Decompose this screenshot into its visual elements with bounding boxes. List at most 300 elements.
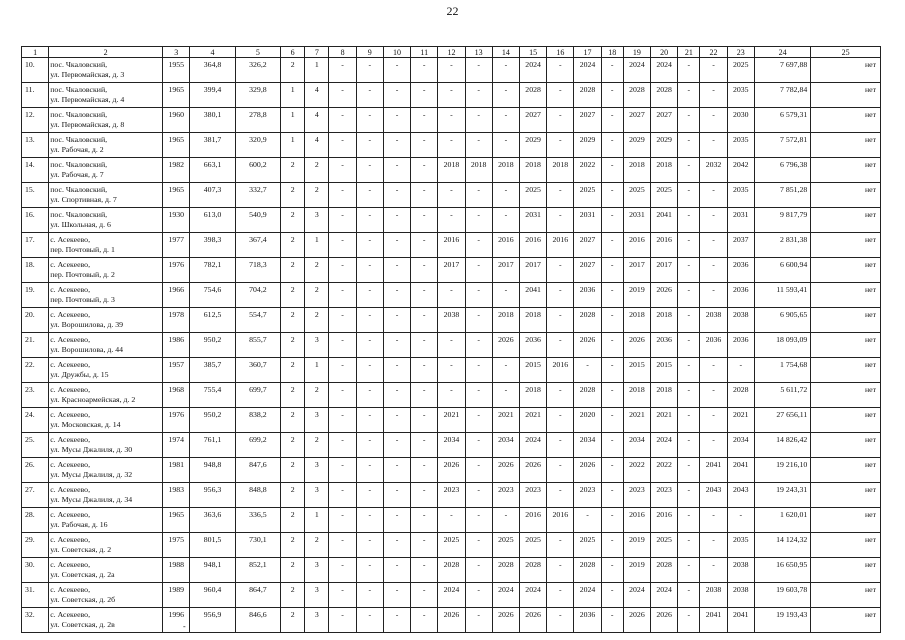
table-cell: - — [601, 258, 623, 283]
table-cell: 2026 — [438, 458, 465, 483]
table-cell: - — [411, 333, 438, 358]
row-number-cell: 32. — [22, 608, 49, 633]
table-cell: - — [356, 308, 383, 333]
table-cell: - — [465, 608, 492, 633]
table-cell: 2025 — [574, 533, 601, 558]
table-cell: - — [329, 433, 356, 458]
table-cell: - — [329, 533, 356, 558]
table-cell: 1974 — [163, 433, 190, 458]
table-cell: 2018 — [623, 383, 650, 408]
table-cell: - — [700, 283, 727, 308]
table-cell: 2 — [281, 258, 305, 283]
status-cell: нет — [811, 408, 881, 433]
row-number-cell: 27. — [22, 483, 49, 508]
table-cell: 2021 — [492, 408, 519, 433]
row-number-cell: 18. — [22, 258, 49, 283]
table-cell: 2027 — [519, 108, 546, 133]
table-cell: 847,6 — [235, 458, 280, 483]
table-cell: 1976 — [163, 408, 190, 433]
row-number-cell: 16. — [22, 208, 49, 233]
address-cell: пос. Чкаловский, ул. Школьная, д. 6 — [49, 208, 163, 233]
table-row — [22, 58, 881, 83]
table-cell: 855,7 — [235, 333, 280, 358]
table-cell: - — [411, 283, 438, 308]
table-row — [22, 308, 881, 333]
table-cell: - — [547, 433, 574, 458]
table-cell: - — [700, 383, 727, 408]
address-cell: с. Асекеево, ул. Дружбы, д. 15 — [49, 358, 163, 383]
column-header: 9 — [356, 47, 383, 58]
table-cell: 2024 — [492, 583, 519, 608]
table-cell: 2018 — [519, 158, 546, 183]
table-cell: - — [356, 558, 383, 583]
table-cell: 2018 — [438, 158, 465, 183]
table-cell: - — [411, 233, 438, 258]
table-cell: 2028 — [574, 83, 601, 108]
table-cell: 960,4 — [190, 583, 235, 608]
table-cell: - — [678, 308, 700, 333]
status-cell: нет — [811, 508, 881, 533]
table-cell: 2028 — [623, 83, 650, 108]
table-cell: 2025 — [519, 533, 546, 558]
amount-cell: 7 572,81 — [754, 133, 810, 158]
table-cell: 2038 — [727, 558, 754, 583]
table-cell: - — [356, 358, 383, 383]
status-cell: нет — [811, 533, 881, 558]
table-cell: 2024 — [651, 583, 678, 608]
table-cell: 320,9 — [235, 133, 280, 158]
table-cell: 2026 — [492, 458, 519, 483]
table-cell: - — [601, 158, 623, 183]
table-cell: 399,4 — [190, 83, 235, 108]
table-cell: - — [547, 183, 574, 208]
table-cell: - — [329, 58, 356, 83]
table-cell: - — [465, 358, 492, 383]
table-cell: 2026 — [519, 458, 546, 483]
table-cell: 2 — [281, 283, 305, 308]
table-cell: 1 — [281, 108, 305, 133]
table-cell: - — [383, 83, 410, 108]
address-cell: с. Асекеево, ул. Мусы Джалиля, д. 30 — [49, 433, 163, 458]
table-cell: - — [601, 558, 623, 583]
table-cell: - — [492, 183, 519, 208]
table-cell: 1976 — [163, 258, 190, 283]
table-cell: 950,2 — [190, 333, 235, 358]
column-header: 10 — [383, 47, 410, 58]
table-cell: 950,2 — [190, 408, 235, 433]
column-header: 1 — [22, 47, 49, 58]
table-cell: 2027 — [623, 108, 650, 133]
table-cell: 2 — [281, 483, 305, 508]
table-cell: 2023 — [492, 483, 519, 508]
address-cell: с. Асекеево, ул. Рабочая, д. 16 — [49, 508, 163, 533]
table-cell: - — [383, 408, 410, 433]
table-cell: - — [329, 483, 356, 508]
table-cell: - — [678, 58, 700, 83]
table-cell: 2028 — [651, 83, 678, 108]
table-cell: 2038 — [727, 308, 754, 333]
table-cell: 613,0 — [190, 208, 235, 233]
table-cell: 2018 — [651, 383, 678, 408]
table-cell: 2036 — [574, 283, 601, 308]
table-cell: 278,8 — [235, 108, 280, 133]
amount-cell: 11 593,41 — [754, 283, 810, 308]
table-cell: - — [700, 508, 727, 533]
table-cell: - — [356, 458, 383, 483]
amount-cell: 16 650,95 — [754, 558, 810, 583]
table-cell: 1968 — [163, 383, 190, 408]
table-cell: - — [547, 583, 574, 608]
amount-cell: 7 782,84 — [754, 83, 810, 108]
table-cell: 3 — [305, 558, 329, 583]
status-cell: нет — [811, 333, 881, 358]
table-cell: 2025 — [574, 183, 601, 208]
column-header: 21 — [678, 47, 700, 58]
column-header: 3 — [163, 47, 190, 58]
table-cell: - — [329, 608, 356, 633]
table-cell: 730,1 — [235, 533, 280, 558]
row-number-cell: 28. — [22, 508, 49, 533]
address-cell: с. Асекеево, ул. Мусы Джалиля, д. 32 — [49, 458, 163, 483]
table-cell: 2038 — [727, 583, 754, 608]
table-cell: - — [601, 283, 623, 308]
table-cell: 2025 — [651, 533, 678, 558]
column-header: 8 — [329, 47, 356, 58]
table-cell: - — [700, 358, 727, 383]
table-cell: 1930 — [163, 208, 190, 233]
table-cell: 1966 — [163, 283, 190, 308]
table-cell: 2034 — [623, 433, 650, 458]
column-header: 5 — [235, 47, 280, 58]
table-cell: 699,7 — [235, 383, 280, 408]
table-cell: 1996 — [163, 608, 190, 633]
table-row — [22, 233, 881, 258]
table-cell: - — [465, 433, 492, 458]
table-cell: 2038 — [438, 308, 465, 333]
table-cell: 2024 — [519, 433, 546, 458]
table-cell: - — [574, 358, 601, 383]
table-row — [22, 83, 881, 108]
table-cell: - — [492, 58, 519, 83]
amount-cell: 5 611,72 — [754, 383, 810, 408]
table-cell: - — [411, 258, 438, 283]
table-cell: 2031 — [519, 208, 546, 233]
table-cell: 2018 — [623, 308, 650, 333]
amount-cell: 19 193,43 — [754, 608, 810, 633]
address-cell: пос. Чкаловский, ул. Спортивная, д. 7 — [49, 183, 163, 208]
table-cell: - — [383, 608, 410, 633]
table-cell: 1981 — [163, 458, 190, 483]
table-cell: - — [438, 183, 465, 208]
table-cell: 2015 — [519, 358, 546, 383]
page-number: 22 — [446, 4, 459, 18]
table-cell: - — [438, 133, 465, 158]
table-cell: 718,3 — [235, 258, 280, 283]
table-cell: 2021 — [519, 408, 546, 433]
table-cell: 2041 — [700, 608, 727, 633]
table-cell: 2035 — [727, 133, 754, 158]
table-cell: - — [678, 333, 700, 358]
table-cell: 2028 — [519, 83, 546, 108]
table-cell: 407,3 — [190, 183, 235, 208]
table-cell: - — [547, 483, 574, 508]
table-cell: 2022 — [574, 158, 601, 183]
table-cell: 3 — [305, 208, 329, 233]
table-cell: 2021 — [651, 408, 678, 433]
row-number-cell: 15. — [22, 183, 49, 208]
table-cell: - — [411, 133, 438, 158]
table-cell: 2 — [281, 583, 305, 608]
table-cell: - — [356, 58, 383, 83]
table-cell: - — [383, 283, 410, 308]
table-cell: - — [383, 508, 410, 533]
table-cell: - — [411, 358, 438, 383]
table-cell: - — [411, 433, 438, 458]
row-number-cell: 23. — [22, 383, 49, 408]
table-cell: 2029 — [519, 133, 546, 158]
table-cell: 2036 — [651, 333, 678, 358]
table-cell: - — [492, 383, 519, 408]
table-cell: - — [547, 208, 574, 233]
table-cell: - — [678, 233, 700, 258]
table-cell: - — [465, 133, 492, 158]
table-cell: - — [547, 533, 574, 558]
table-cell: - — [678, 383, 700, 408]
status-cell: нет — [811, 83, 881, 108]
column-header: 6 — [281, 47, 305, 58]
table-cell: 2043 — [727, 483, 754, 508]
table-cell: 2022 — [623, 458, 650, 483]
table-cell: 332,7 — [235, 183, 280, 208]
table-cell: - — [678, 408, 700, 433]
table-cell: 2018 — [519, 383, 546, 408]
table-cell: - — [678, 83, 700, 108]
table-cell: 2028 — [727, 383, 754, 408]
table-cell: - — [411, 608, 438, 633]
table-cell: - — [700, 433, 727, 458]
table-cell: - — [329, 158, 356, 183]
table-cell: - — [465, 233, 492, 258]
table-cell: - — [329, 458, 356, 483]
table-cell: - — [383, 208, 410, 233]
table-cell: 385,7 — [190, 358, 235, 383]
column-header: 14 — [492, 47, 519, 58]
table-cell: 2034 — [574, 433, 601, 458]
table-cell: 1989 — [163, 583, 190, 608]
amount-cell: 1 620,01 — [754, 508, 810, 533]
status-cell: нет — [811, 358, 881, 383]
table-cell: 600,2 — [235, 158, 280, 183]
column-header: 15 — [519, 47, 546, 58]
table-cell: 2 — [281, 183, 305, 208]
table-cell: - — [601, 533, 623, 558]
table-cell: - — [438, 508, 465, 533]
row-number-cell: 21. — [22, 333, 49, 358]
table-cell: - — [574, 508, 601, 533]
address-cell: с. Асекеево, ул. Московская, д. 14 — [49, 408, 163, 433]
table-cell: 2016 — [651, 233, 678, 258]
table-cell: 2 — [305, 283, 329, 308]
table-cell: - — [700, 58, 727, 83]
table-cell: 2035 — [727, 83, 754, 108]
amount-cell: 9 817,79 — [754, 208, 810, 233]
table-cell: 2016 — [623, 508, 650, 533]
table-cell: 838,2 — [235, 408, 280, 433]
table-cell: - — [383, 58, 410, 83]
table-cell: 3 — [305, 583, 329, 608]
table-cell: - — [700, 558, 727, 583]
table-cell: 2017 — [492, 258, 519, 283]
row-number-cell: 26. — [22, 458, 49, 483]
address-cell: пос. Чкаловский, ул. Рабочая, д. 2 — [49, 133, 163, 158]
table-cell: 2031 — [574, 208, 601, 233]
table-cell: - — [465, 308, 492, 333]
table-cell: - — [465, 458, 492, 483]
table-cell: 2026 — [651, 608, 678, 633]
table-cell: 4 — [305, 108, 329, 133]
table-cell: 948,1 — [190, 558, 235, 583]
table-cell: 1 — [305, 508, 329, 533]
table-cell: 1965 — [163, 508, 190, 533]
table-cell: 2025 — [651, 183, 678, 208]
table-cell: 2029 — [574, 133, 601, 158]
status-cell: нет — [811, 58, 881, 83]
table-cell: - — [383, 433, 410, 458]
table-cell: 1975 — [163, 533, 190, 558]
table-cell: 2018 — [465, 158, 492, 183]
table-cell: 2 — [281, 233, 305, 258]
table-cell: 755,4 — [190, 383, 235, 408]
table-row — [22, 408, 881, 433]
table-cell: - — [700, 258, 727, 283]
table-cell: - — [383, 558, 410, 583]
table-cell: - — [678, 183, 700, 208]
table-cell: - — [465, 183, 492, 208]
table-cell: 2024 — [623, 583, 650, 608]
table-cell: - — [438, 58, 465, 83]
status-cell: нет — [811, 308, 881, 333]
table-cell: - — [492, 108, 519, 133]
table-cell: 2041 — [727, 458, 754, 483]
address-cell: пос. Чкаловский, ул. Первомайская, д. 4 — [49, 83, 163, 108]
table-cell: 2026 — [623, 333, 650, 358]
table-cell: - — [329, 133, 356, 158]
table-cell: - — [329, 83, 356, 108]
table-cell: 2018 — [519, 308, 546, 333]
row-number-cell: 20. — [22, 308, 49, 333]
table-cell: - — [356, 158, 383, 183]
column-header: 13 — [465, 47, 492, 58]
table-cell: - — [700, 183, 727, 208]
table-cell: 2028 — [492, 558, 519, 583]
table-cell: 2 — [305, 258, 329, 283]
table-cell: - — [601, 108, 623, 133]
table-cell: - — [383, 233, 410, 258]
table-cell: 1 — [305, 358, 329, 383]
table-row — [22, 608, 881, 633]
address-cell: с. Асекеево, ул. Советская, д. 2в — [49, 608, 163, 633]
table-cell: 3 — [305, 483, 329, 508]
table-cell: 2041 — [519, 283, 546, 308]
table-cell: 2028 — [574, 383, 601, 408]
table-cell: 2016 — [547, 358, 574, 383]
table-row — [22, 158, 881, 183]
table-row — [22, 258, 881, 283]
table-cell: - — [329, 108, 356, 133]
table-cell: 2025 — [492, 533, 519, 558]
column-header: 17 — [574, 47, 601, 58]
table-cell: 2022 — [651, 458, 678, 483]
table-cell: - — [383, 133, 410, 158]
table-cell: 2023 — [519, 483, 546, 508]
table-cell: - — [601, 383, 623, 408]
table-cell: - — [601, 133, 623, 158]
table-cell: - — [700, 208, 727, 233]
table-cell: - — [601, 433, 623, 458]
table-cell: 364,8 — [190, 58, 235, 83]
table-cell: 2 — [281, 408, 305, 433]
table-row — [22, 458, 881, 483]
table-cell: 2015 — [651, 358, 678, 383]
table-cell: 699,2 — [235, 433, 280, 458]
table-cell: - — [547, 333, 574, 358]
table-cell: - — [678, 133, 700, 158]
table-cell: 1 — [305, 58, 329, 83]
table-cell: - — [411, 558, 438, 583]
table-cell: 663,1 — [190, 158, 235, 183]
table-cell: - — [678, 108, 700, 133]
column-header: 7 — [305, 47, 329, 58]
table-cell: 2041 — [727, 608, 754, 633]
table-cell: 2018 — [651, 308, 678, 333]
table-cell: 2 — [305, 433, 329, 458]
table-cell: - — [383, 333, 410, 358]
table-row — [22, 283, 881, 308]
table-cell: - — [492, 133, 519, 158]
table-cell: 2021 — [623, 408, 650, 433]
table-cell: 612,5 — [190, 308, 235, 333]
table-cell: - — [329, 583, 356, 608]
address-cell: с. Асекеево, ул. Красноармейская, д. 2 — [49, 383, 163, 408]
status-cell: нет — [811, 133, 881, 158]
table-cell: 846,6 — [235, 608, 280, 633]
table-cell: - — [700, 83, 727, 108]
table-cell: 2036 — [727, 283, 754, 308]
table-row — [22, 208, 881, 233]
row-number-cell: 29. — [22, 533, 49, 558]
table-cell: - — [678, 583, 700, 608]
table-cell: 956,9 — [190, 608, 235, 633]
table-cell: - — [356, 508, 383, 533]
table-cell: - — [329, 308, 356, 333]
table-row — [22, 558, 881, 583]
table-cell: - — [411, 383, 438, 408]
table-cell: 1960 — [163, 108, 190, 133]
table-cell: 2038 — [700, 583, 727, 608]
table-row — [22, 183, 881, 208]
table-cell: 852,1 — [235, 558, 280, 583]
table-cell: 3 — [305, 408, 329, 433]
table-cell: 2 — [281, 433, 305, 458]
table-cell: - — [438, 83, 465, 108]
table-cell: - — [329, 508, 356, 533]
table-cell: 2027 — [574, 258, 601, 283]
row-number-cell: 19. — [22, 283, 49, 308]
table-cell: 2032 — [700, 158, 727, 183]
table-cell: 360,7 — [235, 358, 280, 383]
table-cell: 2 — [305, 383, 329, 408]
table-cell: 2016 — [547, 233, 574, 258]
